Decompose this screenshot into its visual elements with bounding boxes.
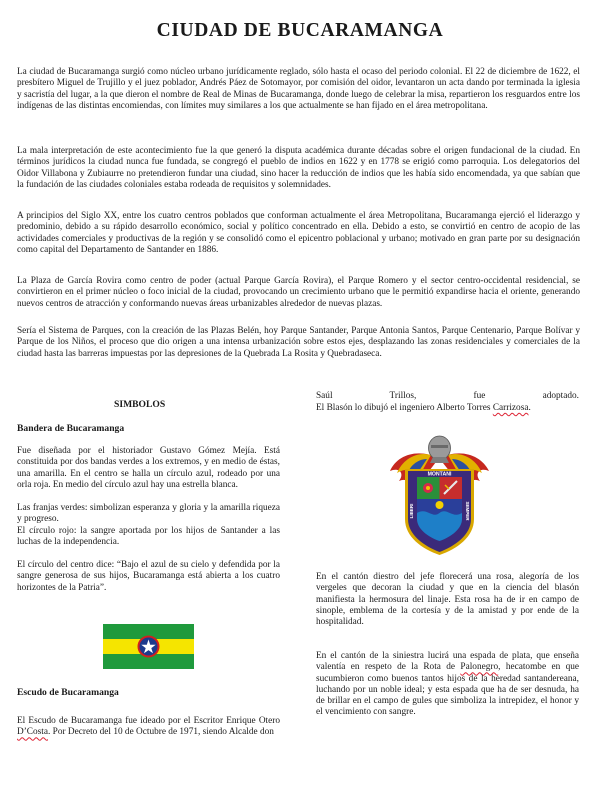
escudo-blason-credit: El Blasón lo dibujó el ingeniero Alberto Torres Carrizosa. bbox=[316, 403, 531, 413]
motto-top: MONTANI bbox=[427, 471, 452, 478]
section-heading-simbolos: SIMBOLOS bbox=[114, 399, 166, 410]
bandera-circulo-rojo: El círculo rojo: la sangre aportada por los hijos de Santander a las luchas de la independencia. bbox=[17, 526, 280, 548]
section-heading-bandera: Bandera de Bucaramanga bbox=[17, 423, 125, 434]
section-heading-escudo: Escudo de Bucaramanga bbox=[17, 687, 119, 698]
canton-siniestra-text: En el cantón de la siniestra lucirá una espada de plata, que enseña valentía en respeto de la Rota de Palonegro, hecatombe en que sucumbieron como buenos tantos hijos de la heredad santandereana, luchando por un noble ideal; y esta espada que ha de ser desnuda, ha de brillar en el campo de gules que simboliza la intrepidez, el honor y el vencimiento con sangre. bbox=[316, 651, 580, 718]
motto-right: SEMPER bbox=[465, 501, 470, 521]
escudo-intro: El Escudo de Bucaramanga fue ideado por el Escritor Enrique Otero D’Costa. Por Decreto del 10 de Octubre de 1971, siendo Alcalde don bbox=[17, 716, 280, 738]
bandera-franjas: Las franjas verdes: simbolizan esperanza y gloria y la amarilla riqueza y progreso. bbox=[17, 503, 280, 525]
bucaramanga-coat-of-arms-image bbox=[387, 433, 492, 560]
bandera-description: Fue diseñada por el historiador Gustavo Gómez Mejía. Está constituida por dos bandas verdes a los extremos, y en medio de éstas, una amarilla. En el centro se halla un círculo azul, rodeado por una orla roja. En medio del círculo azul hay una estrella blanca. bbox=[17, 446, 280, 490]
canton-diestro-text: En el cantón diestro del jefe florecerá una rosa, alegoría de los vergeles que decoran la ciudad y que en la ciencia del blasón manifiesta la hermosura del linaje. Esta rosa ha de ir en campo de sinople, emblema de la cortesía y de la amistad y por ende de la hospitalidad. bbox=[316, 572, 579, 628]
paragraph-interpretation: La mala interpretación de este acontecimiento fue la que generó la disputa académica durante décadas sobre el origen fundacional de la ciudad. En términos jurídicos la ciudad nunca fue fundada, se congregó el pueblo de indios en 1622 y en 1778 se erigió como parroquia. Los delegatorios del Oidor Villabona y Zubiaurre no pretendieron fundar una ciudad, sino hacer la reducción de indios que les había sido encomendada, ya que sabían que la fundación de las ciudades coloniales estaba rodeada de requisitos y solemnidades. bbox=[17, 146, 580, 190]
paragraph-siglo-xx: A principios del Siglo XX, entre los cuatro centros poblados que conforman actualmente el área Metropolitana, Bucaramanga ejerció el liderazgo y predominio, debido a su rápido desarrollo económico, social y político concentrado en ella. Debido a esto, se convirtió en centro de acopio de las actividades comerciales y productivas de la región y se consolidó como el epicentro poblacional y urbano; motivado en gran parte por su designación como capital del Departamento de Santander en 1886. bbox=[17, 211, 580, 255]
page-title: CIUDAD DE BUCARAMANGA bbox=[156, 20, 444, 41]
paragraph-origin: La ciudad de Bucaramanga surgió como núcleo urbano jurídicamente reglado, sólo hasta el ocaso del periodo colonial. El 22 de diciembre de 1622, el presbítero Miguel de Trujillo y el juez poblador, Andrés Páez de Sotomayor, por comisión del oidor, levantaron un acta dando por terminada la iglesia y sacristía del lugar, a la que dieron el nombre de Real de Minas de Bucaramanga, donde luego de celebrar la misa, repartieron los resguardos entre los indígenas de las distintas encomiendas, con límites muy similares a los que actualmente se han fijado en el área metropolitana. bbox=[17, 67, 580, 111]
paragraph-plaza-garcia-rovira: La Plaza de García Rovira como centro de poder (actual Parque García Rovira), el Parque Romero y el sector centro-occidental residencial, se convirtieron en el primer núcleo o foco inicial de la ciudad, provocando un crecimiento urbano que le permitió expandirse hacia el oriente, generando nuevos centros de atracción y conformando nuevas áreas urbanizables alrededor de nuevas plazas. bbox=[17, 276, 580, 309]
bucaramanga-flag-image bbox=[103, 624, 194, 669]
bandera-circulo-centro: El círculo del centro dice: “Bajo el azul de su cielo y defendida por la sangre generosa de sus hijos, Bucaramanga está abierta a los cuatro horizontes de la Patria”. bbox=[17, 560, 280, 593]
escudo-continuation: Saúl Trillos, fue adoptado. bbox=[316, 391, 579, 401]
paragraph-sistema-parques: Sería el Sistema de Parques, con la creación de las Plazas Belén, hoy Parque Santander, Parque Antonia Santos, Parque Centenario, Parque Bolívar y Parque de los Niños, el proceso que dio origen a una intensa urbanización sobre estos ejes, desplazando las zonas residenciales y comerciales de la ciudad hasta las barreras impuestas por las depresiones de la Quebrada La Rosita y Quebradaseca. bbox=[17, 326, 580, 359]
motto-left: LIBERI bbox=[409, 503, 414, 519]
